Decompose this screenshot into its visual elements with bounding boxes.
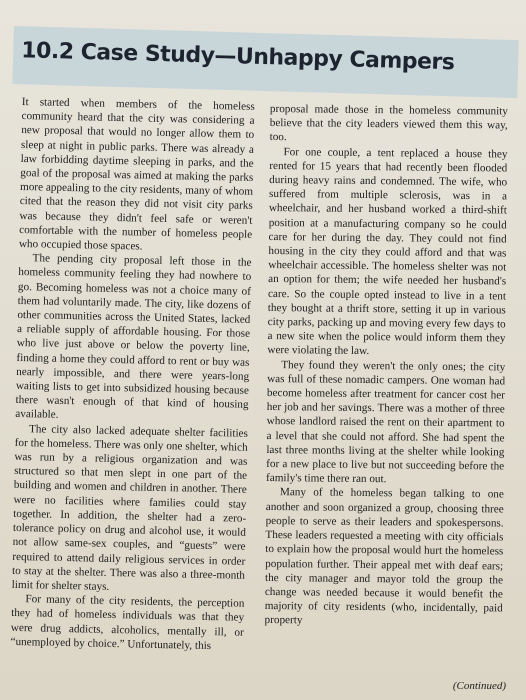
right-column: [264, 102, 507, 630]
paragraph: For one couple, a tent replaced a house they rented for 15 years that had recently been flooded during heavy rains and condemned. The wife, who suffered from multiple sclerosis, was in a wheelchair, and her husband worked a third-shift position at a manufacturing company so he could care for her during the day. They could not find housing in the city they could afford and that was wheelchair accessible. The homeless shelter was not an option for them; the wife needed her husband's care. So the couple opted instead to live in a tent they bought at a thrift store, setting it up in various city parks, packing up and moving every few days to a new site when the police would inform them they were violating the law.: [267, 145, 508, 358]
section-title-banner: [12, 26, 518, 98]
paragraph: proposal made those in the homeless community believe that the city leaders viewed them this way, too.: [269, 102, 508, 144]
left-column: [10, 95, 255, 654]
paragraph: The city also lacked adequate shelter facilities for the homeless. There was only one shelter, which was run by a religious organization and was structured so that men slept in one part of the building and women and children in another. There were no facilities where families could stay together. In addition, the shelter had a zero-tolerance policy on drug and alcohol use, it would not allow same-sex couples, and “guests” were required to attend daily religious services in order to stay at the shelter. There was also a three-month limit for shelter stays.: [11, 422, 249, 593]
paragraph: It started when members of the homeless community heard that the city was considering a new proposal that would no longer allow them to sleep at night in public parks. There was already a law forbidding daytime sleeping in parks, and the goal of the proposal was aimed at making the parks more appealing to the city residents, many of whom cited that the reason they did not visit city parks was because they didn't feel safe or weren't comfortable with the number of homeless people who occupied those spaces.: [18, 95, 255, 253]
continued-label: (Continued): [452, 680, 506, 692]
paragraph: Many of the homeless began talking to one another and soon organized a group, choosing three people to serve as their leaders and spokespersons. These leaders requested a meeting with city officials to explain how the proposal would hurt the homeless population further. Their appeal met with deaf ears; the city manager and mayor told the group the change was needed because it would benefit the majority of city residents (who, incidentally, paid property: [264, 486, 504, 627]
paragraph: The pending city proposal left those in the homeless community feeling they had nowhere to go. Becoming homeless was not a choice many of them had voluntarily made. The city, like dozens of other communities across the United States, lacked a reliable supply of affordable housing. For those who live just above or below the poverty line, finding a home they could afford to rent or buy was nearly impossible, and there were years-long waiting lists to get into subsidized housing because there wasn't enough of that kind of housing available.: [15, 252, 252, 422]
section-title: 10.2 Case Study—Unhappy Campers: [20, 38, 455, 76]
paragraph: For many of the city residents, the perception they had of homeless individuals was that they were drug addicts, alcoholics, mentally ill, or “unemployed by choice.” Unfortunately, this: [10, 593, 245, 652]
paragraph: They found they weren't the only ones; the city was full of these nomadic campers. One woman had become homeless after treatment for cancer cost her her job and her savings. There was a mother of three whose landlord raised the rent on their apartment to a level that she could not afford. She had spent the last three months living at the shelter while looking for a new place to live but not succeeding before the family's time there ran out.: [265, 358, 506, 486]
